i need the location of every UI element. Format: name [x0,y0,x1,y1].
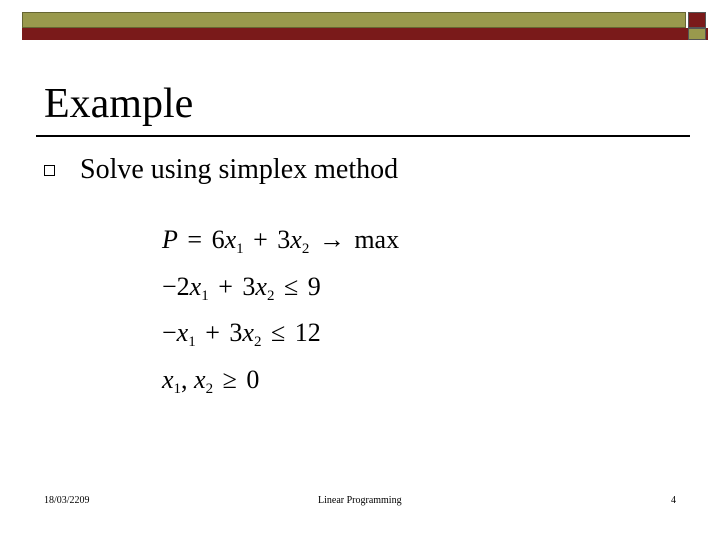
eq-subscript: 1 [188,334,196,350]
eq-variable: x [189,272,202,301]
eq-relation: ≤ [283,272,299,301]
eq-relation: ≤ [270,318,286,347]
nonnegativity-constraint [162,365,259,395]
bullet-item [44,150,398,190]
eq-subscript: 2 [266,288,275,304]
eq-rhs: 9 [307,272,321,301]
eq-operator: + [253,225,268,254]
header-square-maroon [688,12,706,28]
footer-date: 18/03/2209 [44,495,90,506]
eq-subscript: 2 [205,381,214,397]
eq-subscript: 2 [253,334,262,350]
header-square-olive [688,28,706,40]
square-bullet-icon [44,165,55,176]
eq-goal: max [354,225,400,254]
eq-subscript: 2 [301,241,310,257]
eq-subscript: 1 [173,381,182,397]
header-decoration [22,12,708,40]
eq-subscript: 1 [201,288,209,304]
eq-rhs: 0 [246,365,260,394]
footer-title: Linear Programming [318,495,402,506]
eq-term: P [162,225,178,254]
eq-coefficient: 3 [277,225,291,254]
arrow-icon: → [318,225,345,254]
eq-variable: x [176,318,189,347]
bullet-text: Solve using simplex method [80,154,399,185]
eq-coefficient: 3 [242,272,256,301]
eq-relation: ≥ [222,365,237,394]
eq-operator: = [187,225,203,254]
header-maroon-bar [22,28,708,40]
eq-variable: x [242,318,254,347]
eq-rhs: 12 [294,318,321,347]
slide-number: 4 [671,495,676,506]
eq-variable: x [224,225,237,254]
eq-coefficient: 3 [229,318,243,347]
header-olive-bar [22,12,686,28]
eq-variable: x [194,365,206,394]
constraint-2 [162,318,321,348]
eq-coefficient: −2 [162,272,190,301]
eq-comma: , [181,365,188,394]
eq-variable: x [255,272,267,301]
eq-coefficient: − [162,318,177,347]
eq-variable: x [290,225,302,254]
eq-operator: + [218,272,233,301]
eq-variable: x [162,365,174,394]
eq-operator: + [205,318,220,347]
constraint-1 [162,272,321,302]
objective-equation [162,225,399,255]
eq-coefficient: 6 [211,225,225,254]
eq-subscript: 1 [236,241,244,257]
slide-title: Example [44,81,194,127]
title-divider [36,135,690,137]
